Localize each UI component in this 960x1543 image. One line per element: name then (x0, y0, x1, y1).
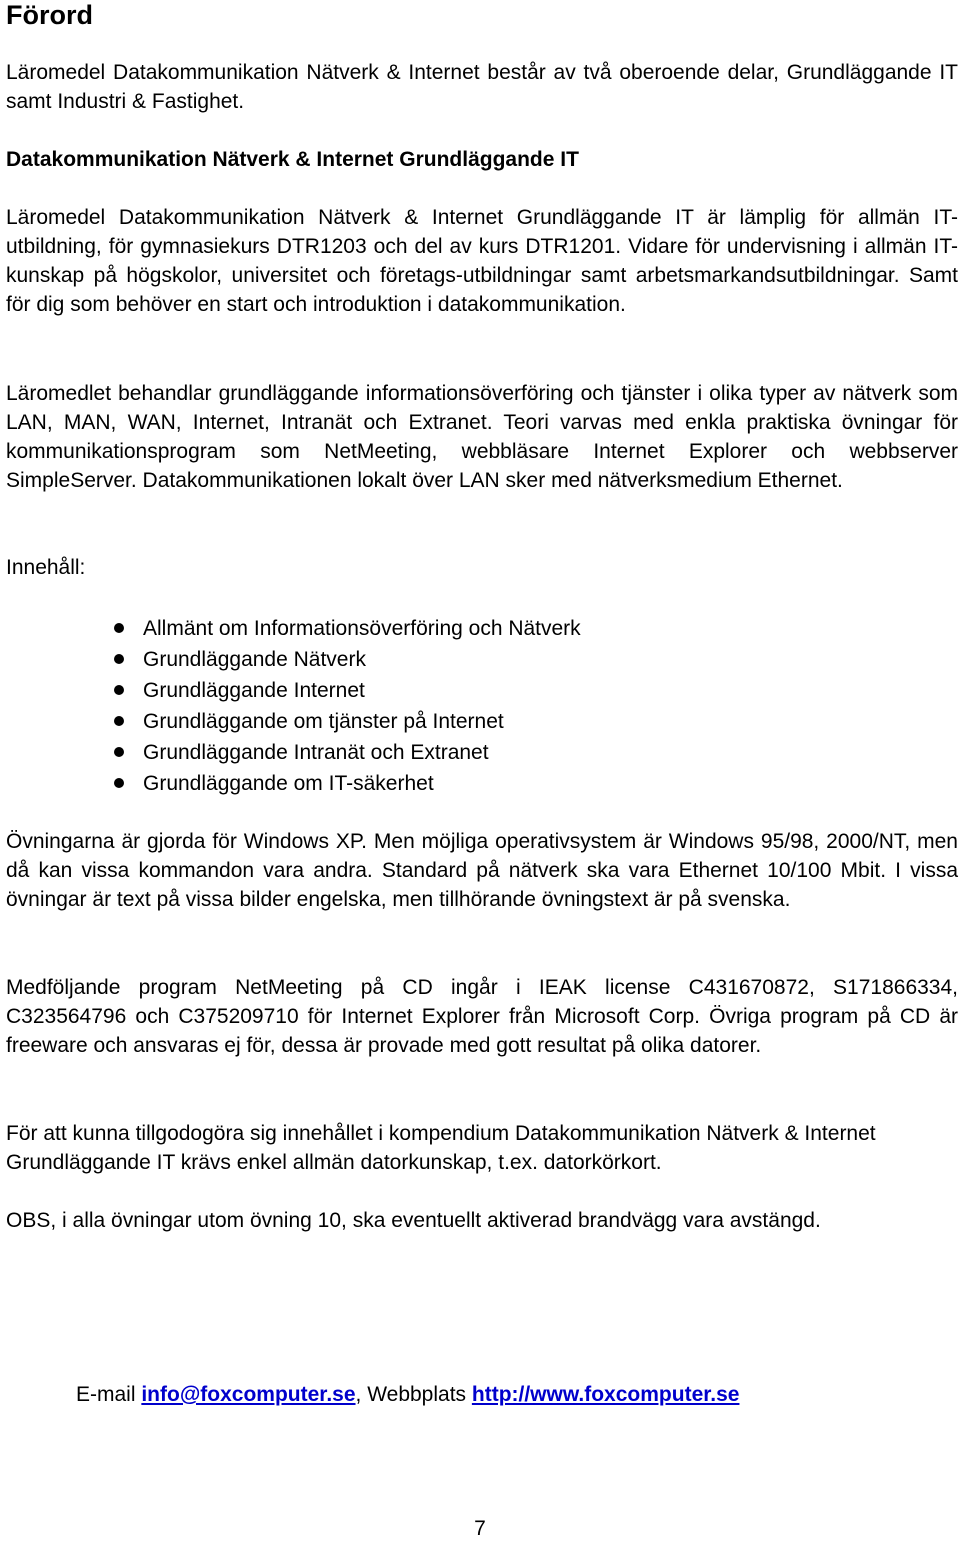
bullet-icon (114, 654, 124, 664)
email-link[interactable]: info@foxcomputer.se (141, 1383, 356, 1406)
bullet-icon (114, 623, 124, 633)
list-item: Grundläggande om IT-säkerhet (114, 768, 581, 799)
paragraph-prerequisites: För att kunna tillgodogöra sig innehållet i kompendium Datakommunikation Nätverk & Internet Grundläggande IT krävs enkel allmän datorkunskap, t.ex. datorkörkort. (6, 1122, 876, 1174)
paragraph-content-overview: Läromedlet behandlar grundläggande informationsöverföring och tjänster i olika typer av nätverk som LAN, MAN, WAN, Internet, Intranät och Extranet. Teori varvas med enkla praktiska övningar för kommunikationsprogram som NetMeeting, webbläsare Internet Explorer och webbserver SimpleServer. Datakommunikationen lokalt över LAN sker med nätverksmedium Ethernet. (6, 382, 958, 492)
contact-line (76, 1380, 739, 1409)
bullet-icon (114, 778, 124, 788)
section-subheading: Datakommunikation Nätverk & Internet Grundläggande IT (6, 148, 579, 171)
page-number: 7 (474, 1517, 486, 1540)
list-item: Grundläggande Intranät och Extranet (114, 737, 581, 768)
website-label: , Webbplats (355, 1383, 472, 1406)
intro-paragraph: Läromedel Datakommunikation Nätverk & Internet består av två oberoende delar, Grundläggande IT samt Industri & Fastighet. (6, 61, 958, 113)
contents-label: Innehåll: (6, 556, 86, 579)
email-label: E-mail (76, 1383, 142, 1406)
list-item: Allmänt om Informationsöverföring och Nätverk (114, 613, 581, 644)
paragraph-suitability: Läromedel Datakommunikation Nätverk & Internet Grundläggande IT är lämplig för allmän IT-utbildning, för gymnasiekurs DTR1203 och del av kurs DTR1201. Vidare för undervisning i allmän IT-kunskap på högskolor, universitet och företags-utbildningar samt arbetsmarkandsutbildningar. Samt för dig som behöver en start och introduktion i datakommunikation. (6, 206, 958, 316)
list-item: Grundläggande om tjänster på Internet (114, 706, 581, 737)
bullet-icon (114, 716, 124, 726)
list-item: Grundläggande Internet (114, 675, 581, 706)
bullet-icon (114, 685, 124, 695)
paragraph-exercises: Övningarna är gjorda för Windows XP. Men möjliga operativsystem är Windows 95/98, 2000/NT, men då kan vissa kommandon vara andra. Standard på nätverk ska vara Ethernet 10/100 Mbit. I vissa övningar är text på vissa bilder engelska, men tillhörande övningstext är på svenska. (6, 830, 958, 911)
bullet-icon (114, 747, 124, 757)
page-heading: Förord (6, 0, 93, 30)
list-item: Grundläggande Nätverk (114, 644, 581, 675)
paragraph-firewall-note: OBS, i alla övningar utom övning 10, ska eventuellt aktiverad brandvägg vara avstängd. (6, 1209, 821, 1232)
contents-list (114, 613, 581, 799)
website-link[interactable]: http://www.foxcomputer.se (471, 1383, 740, 1406)
paragraph-software: Medföljande program NetMeeting på CD ingår i IEAK license C431670872, S171866334, C323564796 och C375209710 för Internet Explorer från Microsoft Corp. Övriga program på CD är freeware och ansvaras ej för, dessa är provade med gott resultat på olika datorer. (6, 976, 958, 1057)
